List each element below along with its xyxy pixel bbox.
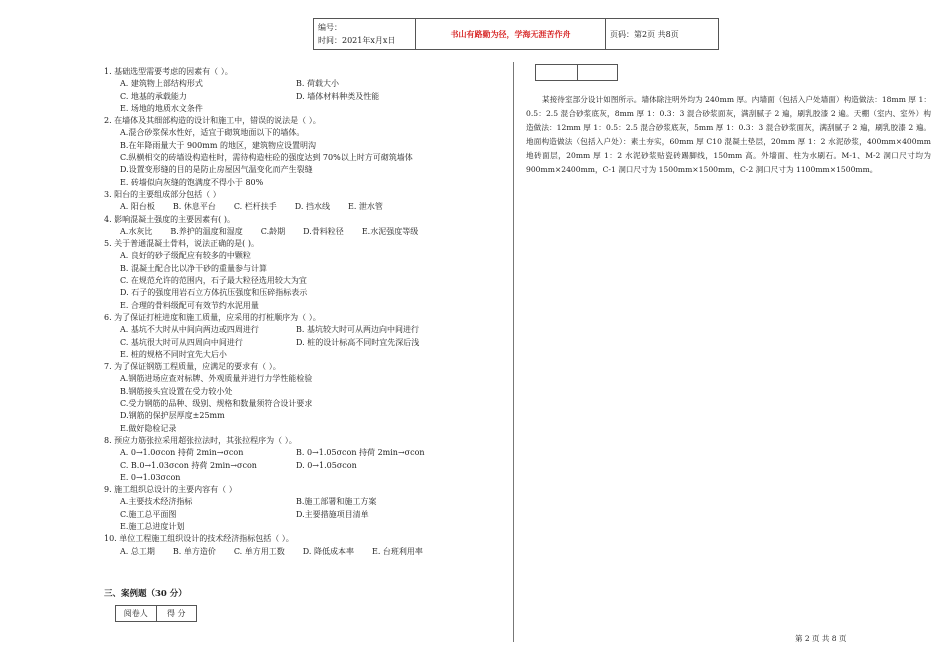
option: B. 混凝土配合比以净干砂的重量参与计算 bbox=[120, 263, 267, 273]
option-row bbox=[104, 177, 504, 189]
option: E.做好隐检记录 bbox=[120, 423, 177, 433]
option-row bbox=[104, 398, 504, 410]
option-row bbox=[104, 546, 504, 558]
option-row bbox=[104, 103, 504, 115]
option-row bbox=[104, 250, 504, 262]
option: D.主要措施项目清单 bbox=[296, 509, 369, 519]
option-row bbox=[104, 78, 504, 90]
header-meta bbox=[314, 19, 416, 49]
option: A.混合砂浆保水性好，适宜于砌筑地面以下的墙体。 bbox=[120, 128, 305, 138]
option: D. 挡水线 bbox=[294, 202, 330, 212]
option: D. 0→1.05σcon bbox=[296, 460, 357, 470]
option-row bbox=[104, 337, 504, 349]
option: A. 基坑不大时从中间向两边或四周进行 bbox=[120, 325, 259, 335]
option: B. 荷载大小 bbox=[296, 79, 339, 89]
option: C.纵横相交的砖墙设构造柱时，需待构造柱砼的强度达到 70%以上时方可砌筑墙体 bbox=[120, 153, 413, 163]
option-row bbox=[104, 496, 504, 508]
option: C. 单方用工数 bbox=[233, 546, 285, 556]
option: E. 桩的规格不同时宜先大后小 bbox=[120, 349, 227, 359]
option-row bbox=[104, 423, 504, 435]
header-motto: 书山有路勤为径，学海无涯苦作舟 bbox=[416, 19, 606, 49]
option: E. 砖墙似向灰缝的饱满度不得小于 80% bbox=[120, 177, 264, 187]
header-page-label: 页码：第2页 共8页 bbox=[610, 29, 679, 39]
option: A. 建筑物上部结构形式 bbox=[120, 79, 203, 89]
option: C.施工总平面图 bbox=[120, 509, 177, 519]
option-row bbox=[104, 373, 504, 385]
score-box bbox=[115, 605, 197, 622]
option: B. 休息平台 bbox=[172, 202, 216, 212]
option: A. 0→1.0σcon 持荷 2min→σcon bbox=[120, 448, 244, 458]
option: D. 石子的强度用岩石立方体抗压强度和压碎指标表示 bbox=[120, 288, 308, 298]
option-row bbox=[104, 201, 504, 213]
option: B. 单方造价 bbox=[172, 546, 216, 556]
multiple-choice-section bbox=[104, 66, 504, 558]
option: A. 阳台板 bbox=[120, 202, 155, 212]
reviewer-label: 阅卷人 bbox=[116, 606, 157, 621]
option: D.设置变形缝的目的是防止房屋因气温变化而产生裂缝 bbox=[120, 165, 313, 175]
section-title: 三、案例题（30 分） bbox=[104, 589, 187, 599]
option: A.水灰比 bbox=[120, 226, 153, 236]
option: E.施工总进度计划 bbox=[120, 521, 185, 531]
question-4: 4. 影响混凝土强度的主要因素有( )。 bbox=[104, 214, 235, 224]
number-label: 编号： bbox=[318, 23, 342, 32]
option: E. 0→1.03σcon bbox=[120, 472, 181, 482]
option: A. 总工期 bbox=[120, 546, 155, 556]
option-row bbox=[104, 91, 504, 103]
page-footer: 第 2 页 共 8 页 bbox=[795, 634, 847, 643]
option: D.骨料粒径 bbox=[303, 226, 344, 236]
option: C.受力钢筋的品种、级别、规格和数量须符合设计要求 bbox=[120, 399, 313, 409]
option: D.钢筋的保护层厚度±25mm bbox=[120, 411, 225, 421]
case-description: 某接待室部分设计如图所示。墙体除注明外均为 240mm 厚。内墙面（包括入户处墙面）构造做法：18mm 厚 1：0.5：2.5 混合砂浆底灰，8mm 厚 1：0.3：3 混合砂浆面灰，满刮腻子 2 遍，刷乳胶漆 2 遍。天棚（室内、室外）构造做法：12mm 厚 1：0.5：2.5 混合砂浆底灰，5mm 厚 1：0.3：3 混合砂浆面灰，满刮腻子 2 遍，刷乳胶漆 2 遍。地面构造做法（包括入户处）：素土夯实，60mm 厚 C10 混凝土垫层，20mm 厚 1：2 水泥砂浆，400mm×400mm 地砖面层，20mm 厚 1：2 水泥砂浆贴瓷砖踢脚线，150mm 高。外墙面、柱为水刷石。M-1、M-2 洞口尺寸均为 900mm×2400mm，C-1 洞口尺寸为 1500mm×1500mm，C-2 洞口尺寸为 1100mm×1500mm。 bbox=[526, 95, 931, 174]
option-row bbox=[104, 164, 504, 176]
option-row bbox=[104, 460, 504, 472]
question-2: 2. 在墙体及其细部构造的设计和施工中，错误的说法是（ ）。 bbox=[104, 116, 321, 126]
option-row bbox=[104, 349, 504, 361]
score-label: 得 分 bbox=[166, 609, 186, 618]
option: D. 墙体材料种类及性能 bbox=[296, 91, 380, 101]
option: E. 合理的骨料级配可有效节约水泥用量 bbox=[120, 300, 259, 310]
option: B.在年降雨量大于 900mm 的地区，建筑物应设置明沟 bbox=[120, 140, 316, 150]
option-row bbox=[104, 152, 504, 164]
option: A.钢筋进场应查对标牌、外观质量并进行力学性能检验 bbox=[120, 374, 313, 384]
option: C. 地基的承载能力 bbox=[120, 91, 187, 101]
option-row bbox=[104, 324, 504, 336]
option: C. 栏杆扶手 bbox=[233, 202, 277, 212]
document-header bbox=[313, 18, 719, 50]
question-5: 5. 关于普通混凝土骨料，说法正确的是( )。 bbox=[104, 239, 259, 249]
option-row bbox=[104, 275, 504, 287]
option-row bbox=[104, 127, 504, 139]
option-row bbox=[104, 472, 504, 484]
option: C. 基坑很大时可从四周向中间进行 bbox=[120, 337, 243, 347]
option-row bbox=[104, 140, 504, 152]
option: B.钢筋接头宜设置在受力较小处 bbox=[120, 386, 233, 396]
right-score-box bbox=[535, 64, 618, 81]
question-1: 1. 基础选型需要考虑的因素有（ ）。 bbox=[104, 67, 233, 76]
option: E.水泥强度等级 bbox=[361, 226, 419, 236]
option: E. 台班利用率 bbox=[371, 546, 423, 556]
option: B.养护的温度和湿度 bbox=[170, 226, 243, 236]
option-row bbox=[104, 386, 504, 398]
option: B. 0→1.05σcon 持荷 2min→σcon bbox=[296, 448, 425, 458]
option: A.主要技术经济指标 bbox=[120, 497, 193, 507]
option: D. 降低成本率 bbox=[302, 546, 354, 556]
question-6: 6. 为了保证打桩进度和施工质量，应采用的打桩顺序为（ ）。 bbox=[104, 312, 321, 322]
column-divider bbox=[513, 62, 514, 642]
option: E. 泄水管 bbox=[347, 202, 383, 212]
option-row bbox=[104, 509, 504, 521]
option-row bbox=[104, 410, 504, 422]
time-label: 时间：2021年x月x日 bbox=[318, 36, 396, 45]
option-row bbox=[104, 226, 504, 238]
option: E. 场地的地质水文条件 bbox=[120, 103, 203, 113]
option-row bbox=[104, 287, 504, 299]
question-8: 8. 预应力筋张拉采用超张拉法时，其张拉程序为（ ）。 bbox=[104, 435, 297, 445]
question-7: 7. 为了保证钢筋工程质量，应满足的要求有（ ）。 bbox=[104, 362, 281, 372]
option: D. 桩的设计标高不同时宜先深后浅 bbox=[296, 337, 420, 347]
option-row bbox=[104, 263, 504, 275]
option: A. 良好的砂子级配应有较多的中颗粒 bbox=[120, 251, 251, 261]
option-row bbox=[104, 447, 504, 459]
option: B.施工部署和施工方案 bbox=[296, 497, 377, 507]
option: C. B.0→1.03σcon 持荷 2min→σcon bbox=[120, 460, 257, 470]
question-9: 9. 施工组织总设计的主要内容有（ ） bbox=[104, 485, 237, 495]
option: B. 基坑较大时可从两边向中间进行 bbox=[296, 325, 419, 335]
option-row bbox=[104, 521, 504, 533]
option-row bbox=[104, 300, 504, 312]
option: C.龄期 bbox=[260, 226, 286, 236]
question-10: 10. 单位工程施工组织设计的技术经济指标包括（ ）。 bbox=[104, 534, 294, 544]
question-3: 3. 阳台的主要组成部分包括（ ） bbox=[104, 189, 221, 199]
option: C. 在规范允许的范围内，石子最大粒径选用较大为宜 bbox=[120, 276, 307, 286]
